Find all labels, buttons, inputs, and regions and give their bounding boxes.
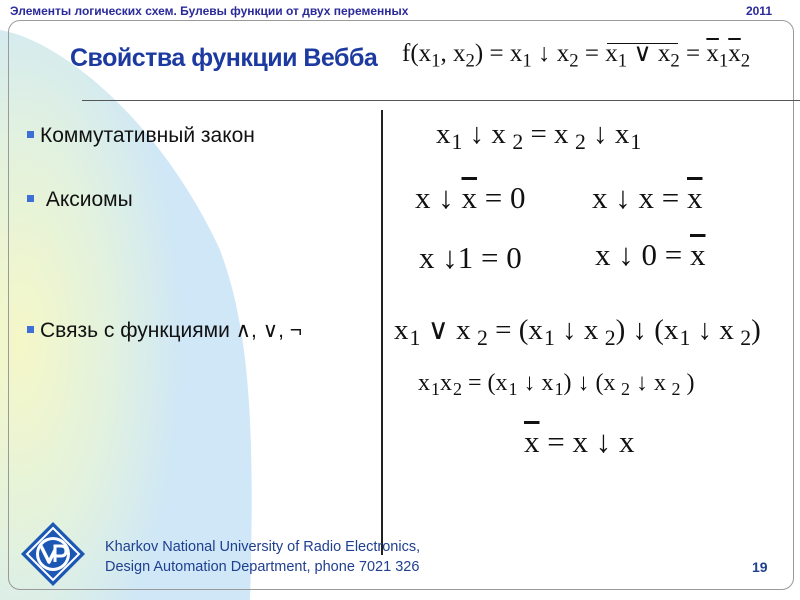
bullet-axioms [27,188,133,212]
formula-axiom-x-nor-1: x ↓1 = 0 [419,240,522,275]
bullet-label: Связь с функциями ∧, ∨, ¬ [40,319,302,342]
course-title: Элементы логических схем. Булевы функции от двух переменных [10,4,409,18]
formula-axiom-x-nor-notx: x ↓ $\overline{x} = 0$ [415,180,526,215]
column-divider [381,110,383,555]
slide-title: Свойства функции Вебба [70,44,378,72]
square-bullet-icon [27,326,34,333]
formula-commutative: $x_1$ ↓ x $_2$ = x $_2$ ↓ $x_1$ [436,118,642,155]
footer-institution [105,537,420,577]
year-label: 2011 [745,4,772,18]
footer-line-2: Design Automation Department, phone 7021 326 [105,559,420,575]
formula-not-relation: $\overline{x} = x$ ↓ x [524,424,635,459]
footer-line-1: Kharkov National University of Radio Electronics, [105,539,421,555]
page-number: 19 [752,559,768,575]
formula-or-relation: $x_1$ ∨ x $_2 = (x_1$ ↓ x $_2$) ↓ ($x_1$ ↓ x $_2$) [394,314,761,351]
title-formula: $f(x_1$, $x_2) = x_1$ ↓ $x_2 = x_1$ ∨ $x_2 = \overline{x}_1\overline{x}_2$ [402,40,751,72]
title-divider [82,100,800,101]
formula-axiom-x-nor-0: x ↓ $0 = \overline{x}$ [595,237,706,272]
square-bullet-icon [27,131,34,138]
bullet-commutative [27,124,255,148]
bullet-relation [27,318,302,343]
slide-frame [8,20,794,590]
university-logo-icon [19,520,87,588]
bullet-label: Аксиомы [40,188,133,211]
bullet-label: Коммутативный закон [40,124,255,147]
formula-axiom-x-nor-x: x ↓ $x = \overline{x}$ [592,180,703,215]
square-bullet-icon [27,195,34,202]
formula-and-relation: $x_1x_2 = (x_1$ ↓ $x_1$) ↓ (x $_2$ ↓ x $_2$ ) [418,370,695,400]
